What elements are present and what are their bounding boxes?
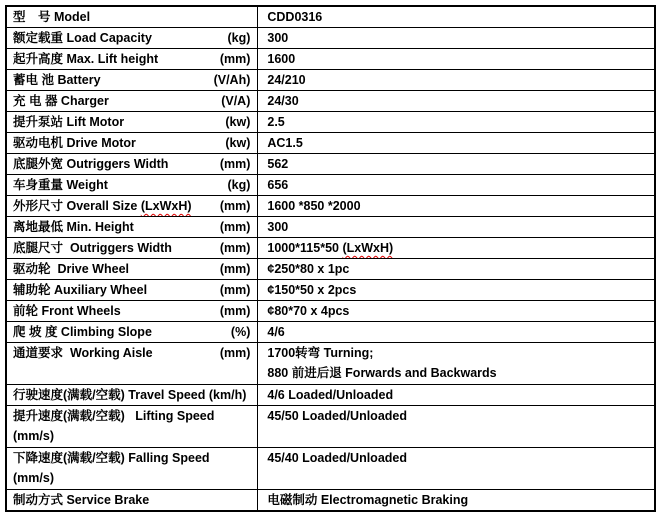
spec-value-cell (258, 259, 655, 280)
table-row (6, 91, 655, 112)
spec-label-line (7, 217, 257, 237)
spec-value: ¢250*80 x 1pc (267, 262, 350, 276)
spec-value-cell (258, 91, 655, 112)
spec-unit: (%) (230, 325, 251, 339)
spec-label-cell (6, 238, 258, 259)
spec-label-line (7, 343, 257, 363)
spec-label-line (7, 259, 257, 279)
spec-label: 提升速度(满载/空载) Lifting Speed (13, 409, 215, 423)
spec-label-cell (6, 322, 258, 343)
spec-label-cell (6, 301, 258, 322)
spec-unit: (mm) (219, 157, 251, 171)
spec-value-cell (258, 406, 655, 448)
spec-label-cell (6, 217, 258, 238)
spec-value-cell (258, 6, 655, 28)
spec-label: 型 号 Model (13, 10, 91, 24)
spec-unit: (mm) (219, 199, 251, 213)
spec-label-line (7, 406, 257, 426)
spec-value: 562 (267, 157, 289, 171)
spec-sheet (5, 5, 656, 512)
table-row (6, 49, 655, 70)
spec-value-cell (258, 154, 655, 175)
spec-value: 45/50 Loaded/Unloaded (267, 409, 407, 423)
spec-label-line (7, 175, 257, 195)
spec-value: 24/210 (267, 73, 306, 87)
spec-unit: (kw) (225, 136, 251, 150)
spec-value-cell (258, 70, 655, 91)
spec-label-cell (6, 112, 258, 133)
spec-unit: (kg) (227, 178, 251, 192)
spec-value: 电磁制动 Electromagnetic Braking (267, 493, 469, 507)
spec-label-line (7, 322, 257, 342)
spec-label-cell (6, 154, 258, 175)
spec-label-line (7, 49, 257, 69)
spec-unit: (mm) (219, 283, 251, 297)
spec-table (5, 5, 656, 512)
table-row (6, 280, 655, 301)
spec-unit: (mm) (219, 262, 251, 276)
spec-label-cell (6, 406, 258, 448)
spec-label-line (7, 448, 257, 468)
table-row (6, 28, 655, 49)
spec-label-line (7, 28, 257, 48)
spec-value: 4/6 (267, 325, 285, 339)
spec-unit: (kg) (227, 31, 251, 45)
spec-label-line (7, 280, 257, 300)
spec-label-misspell: (LxWxH) (140, 199, 192, 213)
spec-value: 656 (267, 178, 289, 192)
spec-label-cell (6, 175, 258, 196)
table-row (6, 343, 655, 385)
spec-value: CDD0316 (267, 10, 323, 24)
spec-label-line (7, 196, 257, 216)
spec-unit: (mm) (219, 304, 251, 318)
table-row (6, 133, 655, 154)
table-row (6, 259, 655, 280)
spec-label: 辅助轮 Auxiliary Wheel (13, 283, 148, 297)
spec-label: 提升泵站 Lift Motor (13, 115, 125, 129)
spec-label: 驱动轮 Drive Wheel (13, 262, 129, 276)
table-row (6, 385, 655, 406)
spec-label: 通道要求 Working Aisle (13, 346, 153, 360)
spec-label: 起升高度 Max. Lift height (13, 52, 159, 66)
spec-label-cell (6, 259, 258, 280)
table-row (6, 490, 655, 512)
spec-value: 45/40 Loaded/Unloaded (267, 451, 407, 465)
spec-unit: (mm) (219, 52, 251, 66)
spec-value: 300 (267, 220, 289, 234)
spec-label-line (7, 490, 257, 510)
spec-label: 离地最低 Min. Height (13, 220, 134, 234)
spec-table-body (6, 6, 655, 511)
spec-label-line (7, 70, 257, 90)
spec-label: 行驶速度(满载/空载) Travel Speed (km/h) (13, 388, 247, 402)
spec-label: 驱动电机 Drive Motor (13, 136, 136, 150)
spec-value-cell (258, 112, 655, 133)
spec-value: ¢80*70 x 4pcs (267, 304, 350, 318)
spec-value: ¢150*50 x 2pcs (267, 283, 357, 297)
spec-label-cell (6, 448, 258, 490)
spec-label-line (7, 238, 257, 258)
spec-label: 底腿外宽 Outriggers Width (13, 157, 169, 171)
spec-value-cell (258, 49, 655, 70)
spec-label-line (7, 301, 257, 321)
spec-value-line2: 880 前进后退 Forwards and Backwards (267, 366, 497, 380)
table-row (6, 448, 655, 490)
spec-value: AC1.5 (267, 136, 303, 150)
spec-value: 4/6 Loaded/Unloaded (267, 388, 394, 402)
table-row (6, 6, 655, 28)
spec-value-cell (258, 343, 655, 385)
spec-value-cell (258, 175, 655, 196)
spec-value: 1000*115*50 (LxWxH) (267, 241, 394, 255)
spec-label-line (7, 91, 257, 111)
spec-value-cell (258, 301, 655, 322)
spec-value-cell (258, 490, 655, 512)
spec-label: 爬 坡 度 Climbing Slope (13, 325, 152, 339)
spec-value-cell (258, 322, 655, 343)
spec-label-cell (6, 28, 258, 49)
spec-value-cell (258, 28, 655, 49)
spec-value: 24/30 (267, 94, 299, 108)
spec-value-cell (258, 238, 655, 259)
spec-value: 2.5 (267, 115, 285, 129)
spec-value-cell (258, 133, 655, 154)
table-row (6, 238, 655, 259)
table-row (6, 196, 655, 217)
spec-unit: (mm) (219, 241, 251, 255)
spec-value-cell (258, 385, 655, 406)
spec-label-cell (6, 133, 258, 154)
table-row (6, 406, 655, 448)
spec-label-line2: (mm/s) (13, 429, 54, 443)
table-row (6, 112, 655, 133)
spec-label-line (7, 133, 257, 153)
table-row (6, 175, 655, 196)
spec-label-cell (6, 6, 258, 28)
spec-label: 下降速度(满载/空载) Falling Speed (13, 451, 210, 465)
spec-label-line2: (mm/s) (13, 471, 54, 485)
table-row (6, 322, 655, 343)
spec-label-cell (6, 385, 258, 406)
spec-value-cell (258, 448, 655, 490)
spec-label: 充 电 器 Charger (13, 94, 109, 108)
spec-unit: (mm) (219, 220, 251, 234)
spec-label-cell (6, 280, 258, 301)
spec-label: 底腿尺寸 Outriggers Width (13, 241, 172, 255)
spec-value-cell (258, 217, 655, 238)
spec-unit: (V/Ah) (213, 73, 251, 87)
spec-value-cell (258, 280, 655, 301)
spec-label-cell (6, 490, 258, 512)
spec-label-line (7, 154, 257, 174)
spec-label: 车身重量 Weight (13, 178, 108, 192)
spec-value: 1600 (267, 52, 296, 66)
table-row (6, 217, 655, 238)
spec-label: 外形尺寸 Overall Size (LxWxH) (13, 199, 192, 213)
spec-value-misspell: (LxWxH) (342, 241, 394, 255)
spec-label: 前轮 Front Wheels (13, 304, 121, 318)
spec-label-cell (6, 91, 258, 112)
spec-label: 蓄电 池 Battery (13, 73, 101, 87)
spec-label-line (7, 7, 257, 27)
spec-label: 制动方式 Service Brake (13, 493, 150, 507)
spec-label-cell (6, 49, 258, 70)
spec-label-line (7, 385, 257, 405)
spec-label-line (7, 112, 257, 132)
spec-value: 300 (267, 31, 289, 45)
spec-label: 额定载重 Load Capacity (13, 31, 152, 45)
spec-value-cell (258, 196, 655, 217)
spec-label-cell (6, 196, 258, 217)
spec-label-cell (6, 70, 258, 91)
table-row (6, 154, 655, 175)
spec-unit: (kw) (225, 115, 251, 129)
spec-unit: (V/A) (221, 94, 251, 108)
spec-label-cell (6, 343, 258, 385)
spec-value: 1600 *850 *2000 (267, 199, 361, 213)
table-row (6, 301, 655, 322)
spec-value: 1700转弯 Turning; (267, 346, 374, 360)
spec-unit: (mm) (219, 346, 251, 360)
table-row (6, 70, 655, 91)
